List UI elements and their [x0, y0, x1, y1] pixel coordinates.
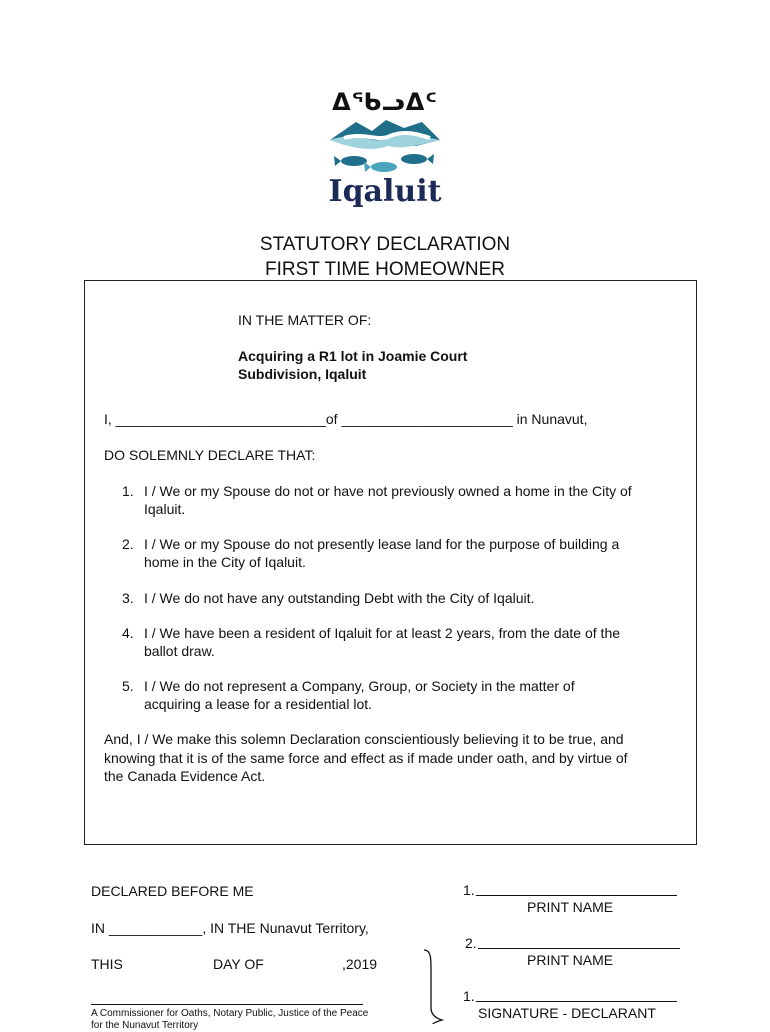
commissioner-caption-line1: A Commissioner for Oaths, Notary Public, Justice of the Peace [91, 1008, 369, 1019]
list-item-line2: acquiring a lease for a residential lot. [144, 696, 373, 712]
document-title-line1: STATUTORY DECLARATION [259, 234, 511, 255]
commissioner-caption-line2: for the Nunavut Territory [91, 1020, 199, 1031]
print-name-line-1 [476, 895, 677, 896]
syllabics-city-name: ᐃᖃᓗᐃᑦ [332, 88, 438, 116]
list-item-number: 5. [122, 678, 134, 694]
matter-line2: Subdivision, Iqaluit [238, 366, 367, 382]
this-label: THIS [91, 956, 123, 972]
list-item [122, 624, 670, 660]
closing-line1: And, I / We make this solemn Declaration conscientiously believing it to be true, and [104, 731, 624, 747]
signature-2-number: 2. [465, 935, 477, 951]
commissioner-signature-line [91, 1004, 363, 1005]
list-item-line1: I / We do not represent a Company, Group, or Society in the matter of [144, 678, 575, 694]
list-item [122, 535, 670, 571]
year-label: ,2019 [342, 956, 378, 972]
list-item-line1: I / We or my Spouse do not or have not previously owned a home in the City of [144, 483, 632, 499]
matter-label: IN THE MATTER OF: [238, 312, 372, 328]
list-item-line1: I / We or my Spouse do not presently lease land for the purpose of building a [144, 536, 620, 552]
list-item [122, 589, 670, 607]
list-item [122, 482, 670, 518]
closing-paragraph [104, 730, 674, 786]
list-item-line1: I / We do not have any outstanding Debt with the City of Iqaluit. [144, 590, 535, 606]
commissioner-caption [91, 1008, 391, 1032]
curly-brace-icon [418, 948, 446, 1024]
closing-line2: knowing that it is of the same force and effect as if made under oath, and by virtue of [104, 749, 628, 766]
city-name: Iqaluit [328, 174, 442, 209]
declarant-line: I, ___________________________of ______________________ in Nunavut, [104, 411, 588, 427]
signature-declarant-label: SIGNATURE - DECLARANT [478, 1005, 656, 1021]
list-item-number: 4. [122, 625, 134, 641]
declarant-signature-line [476, 1001, 677, 1002]
day-of-label: DAY OF [213, 956, 264, 972]
declared-before-me: DECLARED BEFORE ME [91, 883, 254, 899]
list-item [122, 677, 670, 713]
location-line: IN ____________, IN THE Nunavut Territory, [91, 920, 369, 936]
list-item-line2: ballot draw. [144, 643, 215, 659]
matter-line1: Acquiring a R1 lot in Joamie Court [238, 348, 468, 364]
list-item-number: 3. [122, 590, 134, 606]
iqaluit-logo-icon [326, 116, 444, 180]
list-item-number: 2. [122, 536, 134, 552]
list-item-line1: I / We have been a resident of Iqaluit for at least 2 years, from the date of the [144, 625, 621, 641]
closing-line3: the Canada Evidence Act. [104, 768, 266, 784]
list-item-number: 1. [122, 483, 134, 499]
print-name-label-2: PRINT NAME [527, 952, 614, 968]
solemnly-declare: DO SOLEMNLY DECLARE THAT: [104, 447, 316, 463]
signature-1-number: 1. [463, 882, 475, 898]
list-item-line2: Iqaluit. [144, 501, 186, 517]
document-title-line2: FIRST TIME HOMEOWNER [265, 259, 505, 280]
print-name-line-2 [478, 948, 680, 949]
signature-3-number: 1. [463, 988, 475, 1004]
print-name-label-1: PRINT NAME [527, 899, 614, 915]
list-item-line2: home in the City of Iqaluit. [144, 554, 306, 570]
